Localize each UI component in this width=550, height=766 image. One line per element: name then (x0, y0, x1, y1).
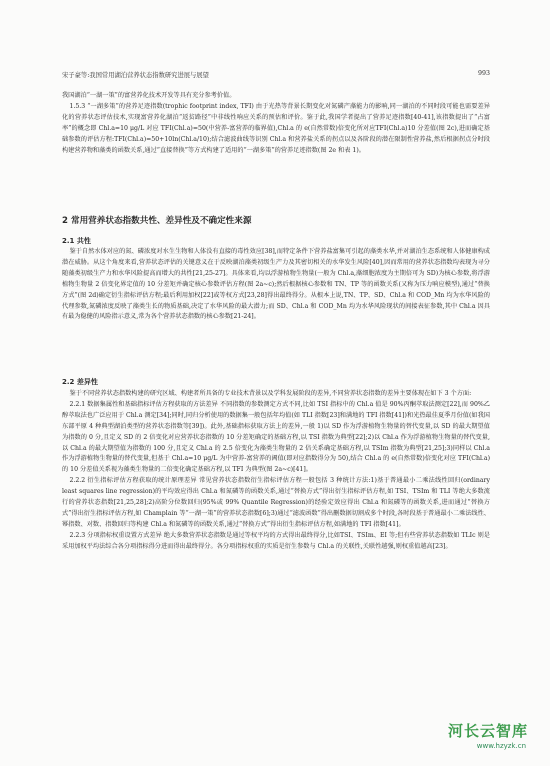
watermark-logo (430, 720, 540, 764)
section-2-2-heading: 2.2 差异性 (62, 378, 98, 386)
section-2-2-body (62, 389, 490, 553)
paragraph: 2.2.2 衍生指标评估方程获取的统计原理差异 常见营养状态指数衍生指标评估方程一般包括 3 种统计方法:1)基于普通最小二乘法线性回归(ordinary least squares line regression)的平均效应得出 Chl.a 和氮磷等的函数关系,通过“替换方式”得出衍生指标评估方程,如 TSI、TSIm 和 TLI 等绝大多数流行的营养状态指数[21,25,28];2)高阶分位数回归(95%或 99% Quantile Regression)的经验定效应得出 Chl.a 和氮磷等的函数关系,进而通过“替换方式”得出衍生指标评估方程,如 Champlain 等“一湖一策”的营养状态指数[6];3)通过“滤波函数”得出删数据切割成多个时段,各时段基于普通最小二乘法线性、幂指数、对数、指数回归等构建 Chl.a 和氮磷等的函数关系,通过“替换方式”得出衍生指标评估方程,如满地的 TFI 指数[41]。 (62, 477, 490, 528)
section-2-1-body (62, 247, 490, 323)
section-2-heading: 2 常用营养状态指数共性、差异性及不确定性来源 (62, 216, 252, 226)
section-1-5-3 (62, 91, 490, 156)
header-title: 宋子豪等:我国常用湖泊营养状态指数研究进展与展望 (62, 72, 209, 79)
running-header (62, 70, 490, 79)
paragraph: 我国湖泊“一湖一策”的富营养化技术开发等具有充分参考价值。 (62, 92, 236, 99)
paragraph: 2.2.1 数据集属性和基础指标评估方程获取的方法差异 不同指数的参数测定方式不同,比如 TSI 指标中的 Chl.a 值是 90%丙酮萃取法测定[22],而 90%乙醇萃取法也广泛应用于 Chl.a 测定[34];同时,同归分析使用的数据集一般包括年均值(如 TLI 指数[23]和满地的 TFI 指数[41])和光热最佳夏季月份值(如我国东部平原 4 种典型湖泊类型的营养状态指数等[39])。此外,基础指标获取方法上的差异,一般 1)以 SD 作为浮游植物生物量的替代变量,以 SD 的最大期望值为指数的 0 分,且定义 SD 的 2 倍变化对应营养状态指数的 10 分差矩确定的基础方程,以 TSI 指数为典型[22];2)以 Chl.a 作为浮游植物生物量的替代变量,以 Chl.a 的最大期望值为指数的 100 分,且定义 Chl.a 的 2.5 倍变化为藻类生物量的 2 倍关系确定基础方程,以 TSIm 指数为典型[21,25];3)同样以 Chl.a 作为浮游植物生物量的替代变量,但基于 Chl.a=10 μg/L 为中营养-富营养的阈值(即对应指数得分为 50),结合 Chl.a 的 e(自然常数)倍变化对应 TFI(Chl.a)的 10 分差值关系视为藻类生物量的二倍变化确定基础方程,以 TFI 为典型(图 2a~c)[41]。 (62, 400, 490, 474)
section-2-1-heading: 2.1 共性 (62, 237, 91, 245)
paragraph: 2.2.3 分项指标权重设置方式差异 绝大多数营养状态指数是通过等权平均的方式得出最终得分,比如TSI、TSIm、EI 等;但有些营养状态指数如 TLIc 则是采用加权平均法综合各分项指标得分进而得出最终得分。各分项指标权重的实质是衍生参数与 Chl.a 的关联性,关联性越强,则权重值越高[23]。 (62, 531, 490, 550)
paragraph: 1.5.3 “一湖多策”的营养足迹指数(trophic footprint index, TFI) 由于光热等背景长期变化对氮磷产藻能力的影响,同一湖泊的不同时段可能也需要差异化的营养状态评估技术,实现富营养化湖泊“返贫路径”中非线性响应关系的预估和评价。鉴于此,我国学者提出了营养足迹指数[40-41],该指数提出了“占富率”的概念即 Chl.a=10 μg/L 对应 TFI(Chl.a)=50(中营养-富营养的临界值),Chl.a 的 e(自然常数)倍变化所对应TFI(Chl.a)10 分差值(图 2c),进而确定基础参数的评估方程:TFI(Chl.a)=50+10ln(Chl.a/10);结合滤波曲线等识别 Chl.a 和营养盐关系的拐点以及各阶段的潜在限制性营养盐,然后根据拐点分时段构建营养物和藻类的函数关系,通过“直接替换”等方式构建了适用的“一湖多策”的营养足迹指数(图 2e 和表 1)。 (62, 102, 490, 154)
watermark-url: www.hzyzk.cn (476, 742, 526, 750)
page-number: 993 (477, 70, 490, 77)
paragraph: 鉴于不同营养状态指数构建的研究区域、构建者所具备的专业技术背景以及学科发展阶段的差异,不同营养状态指数的差异主要体现在如下 3 个方面: (69, 390, 472, 397)
watermark-title: 河长云智库 (447, 722, 528, 740)
paragraph: 鉴于自然水体对应的氮、磷浓度对水生生物和人体没有直接的毒性效应[38],而特定条件下营养盐富集可引起的藻类水华,并对湖泊生态系统和人体健康构成潜在威胁。从这个角度来看,营养状态评估的关键意义在于反映湖泊藻类初级生产力及其密切相关的水华发生风险[40],因而常用的营养状态指数均表现为寻分随藻类初级生产力和水华风险提高而增大的共性[21,25-27]。具体来看,均以浮游植物生物量(一般为 Chl.a,藻细胞浓度为主期倍可为 SD)为核心参数,将浮游植物生物量 2 倍变化界定值的 10 分差矩并确定核心参数评估方程(图 2a~c);然后根据核心参数和 TN、TP 等的函数关系(又称为压力响应模型),通过“替换方式”(图 2d)确定衍生指标评估方程;最后利用加权[22]或等权方式[23,28]得出最终得分。从根本上说,TN、TP、SD、Chl.a 和 COD_Mn 均为水华风险的代理参数,氮磷浓度反映了藻类生长的物质基础,决定了水华风险的最大潜力;而 SD、Chl.a 和 COD_Mn 均为水华风险现状的间接表征参数,其中 Chl.a 因具有最为稳健的风险指示意义,常为各个营养状态指数的核心参数[21-24]。 (62, 248, 490, 321)
